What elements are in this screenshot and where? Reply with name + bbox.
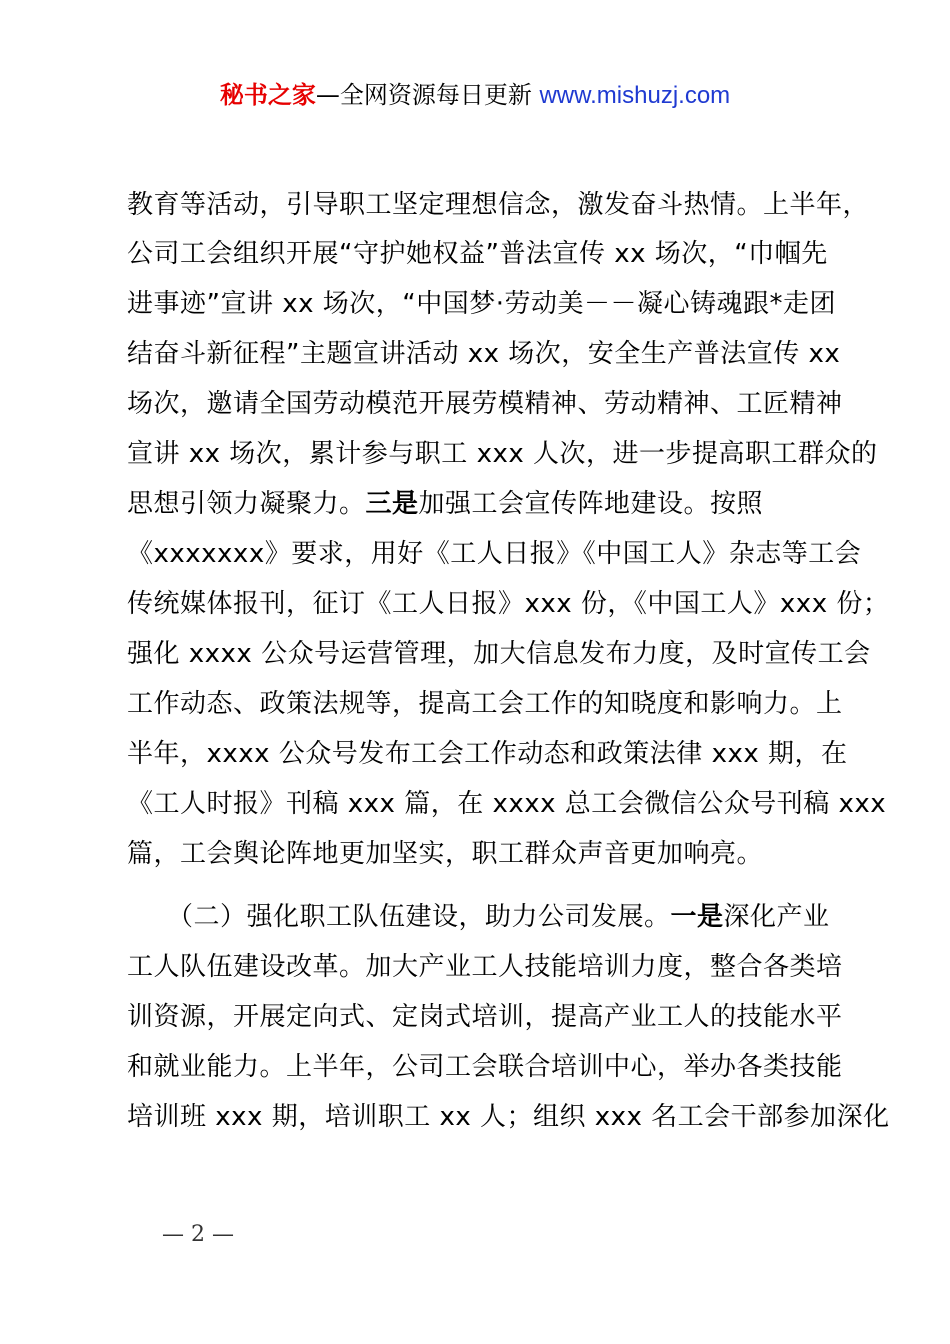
body-line: 公司工会组织开展“守护她权益”普法宣传 xx 场次，“巾帼先	[127, 239, 828, 269]
body-line: 《xxxxxxx》要求，用好《工人日报》《中国工人》杂志等工会	[127, 539, 862, 569]
banner-tagline: —全网资源每日更新	[315, 81, 540, 109]
body-line: 场次，邀请全国劳动模范开展劳模精神、劳动精神、工匠精神	[127, 389, 843, 419]
body-line: 和就业能力。上半年，公司工会联合培训中心，举办各类技能	[127, 1052, 843, 1082]
body-line: 《工人时报》刊稿 xxx 篇，在 xxxx 总工会微信公众号刊稿 xxx	[127, 789, 887, 819]
body-line: 思想引领力凝聚力。三是加强工会宣传阵地建设。按照	[127, 489, 764, 519]
site-url-link[interactable]: www.mishuzj.com	[539, 82, 731, 109]
body-line: 半年，xxxx 公众号发布工会工作动态和政策法律 xxx 期，在	[127, 739, 848, 769]
emphasis-label: 三是	[365, 489, 419, 519]
body-line: 传统媒体报刊，征订《工人日报》xxx 份，《中国工人》xxx 份；	[127, 589, 890, 619]
page-number: — 2 —	[162, 1222, 234, 1247]
document-body	[127, 0, 890, 1132]
body-line: 篇，工会舆论阵地更加坚实，职工群众声音更加响亮。	[127, 839, 764, 869]
emphasis-label: 一是	[670, 902, 724, 932]
body-line: 工人队伍建设改革。加大产业工人技能培训力度，整合各类培	[127, 952, 843, 982]
body-line: 教育等活动，引导职工坚定理想信念，激发奋斗热情。上半年，	[127, 190, 870, 220]
body-line: （二）强化职工队伍建设，助力公司发展。一是深化产业	[127, 902, 830, 932]
body-line: 进事迹”宣讲 xx 场次，“中国梦·劳动美－－凝心铸魂跟*走团	[127, 289, 837, 319]
body-line: 工作动态、政策法规等，提高工会工作的知晓度和影响力。上	[127, 689, 843, 719]
body-line: 训资源，开展定向式、定岗式培训，提高产业工人的技能水平	[127, 1002, 843, 1032]
body-line: 结奋斗新征程”主题宣讲活动 xx 场次，安全生产普法宣传 xx	[127, 339, 841, 369]
body-line: 宣讲 xx 场次，累计参与职工 xxx 人次，进一步提高职工群众的	[127, 439, 878, 469]
brand-name: 秘书之家	[219, 81, 316, 109]
body-line: 强化 xxxx 公众号运营管理，加大信息发布力度，及时宣传工会	[127, 639, 871, 669]
body-line: 培训班 xxx 期，培训职工 xx 人；组织 xxx 名工会干部参加深化	[127, 1102, 890, 1132]
